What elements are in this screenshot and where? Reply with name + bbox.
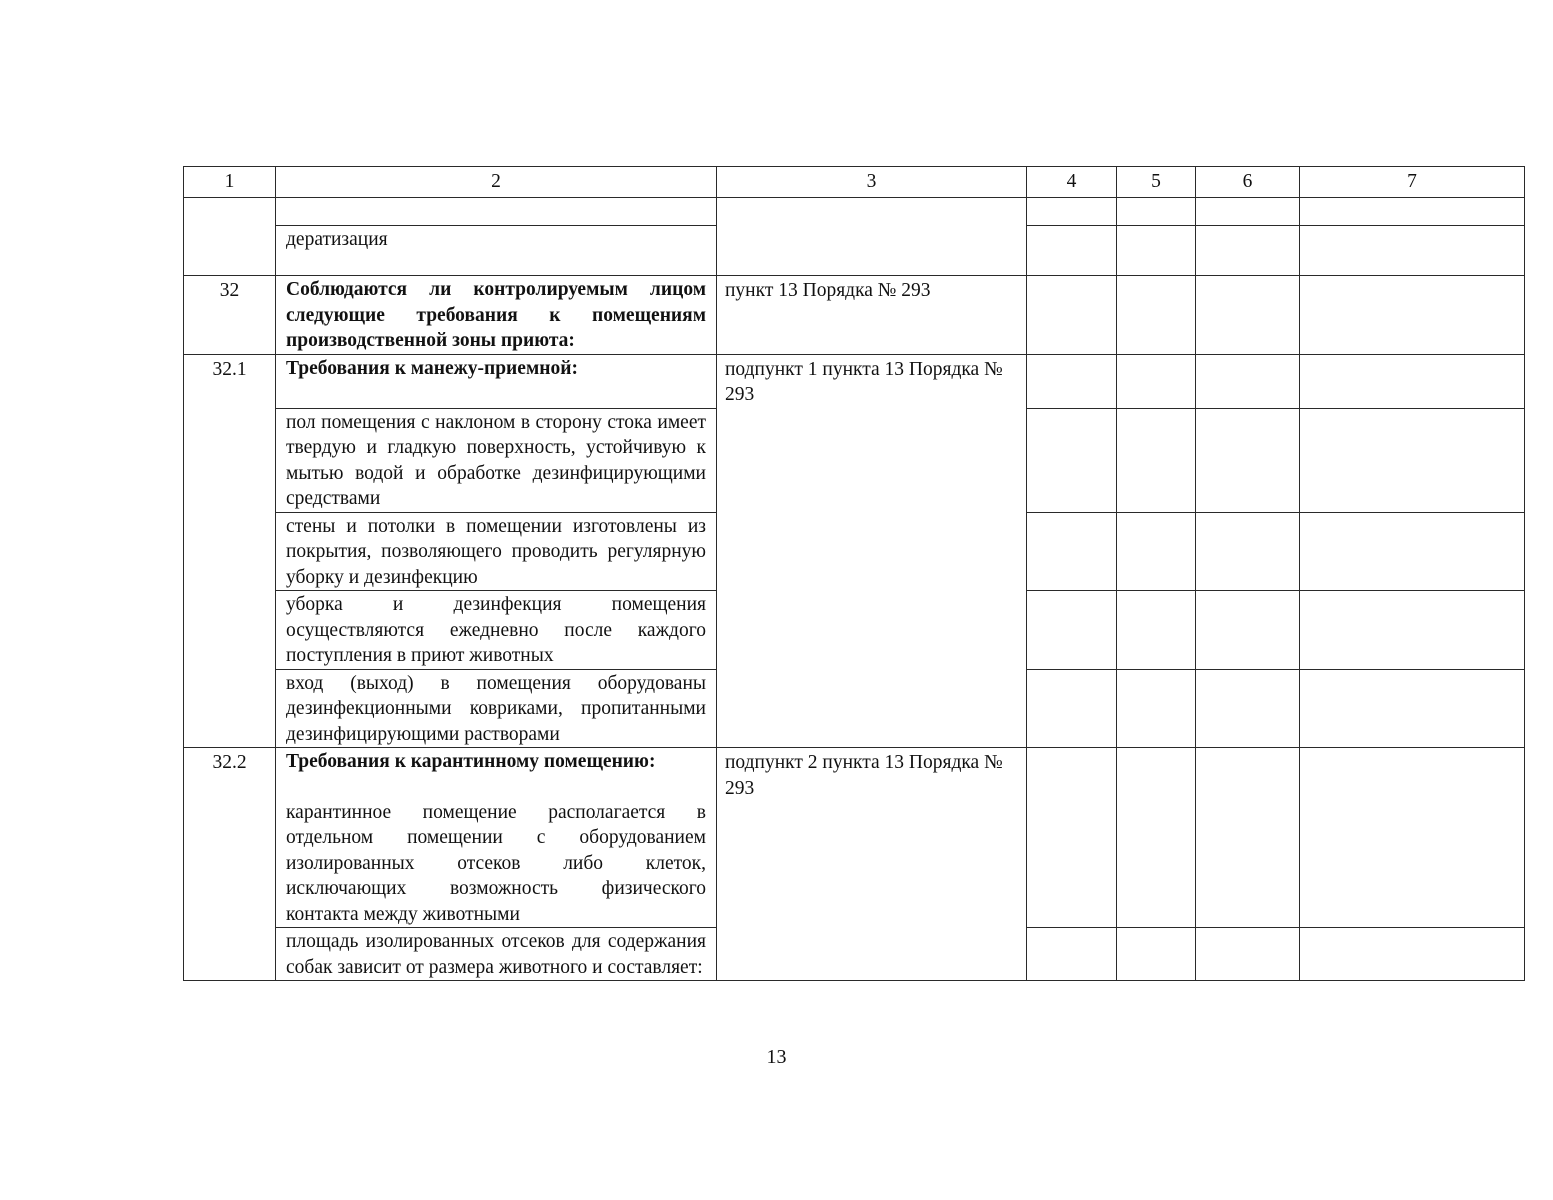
list-item: уборка и дезинфекция помещения осуществляются ежедневно после каждого поступления в приют животных bbox=[276, 591, 717, 670]
item-title: Требования к карантинному помещению: bbox=[286, 751, 656, 772]
header-col-4: 4 bbox=[1027, 167, 1117, 198]
item-number: 32 bbox=[184, 276, 276, 355]
cont-number-cell bbox=[184, 198, 276, 276]
header-col-3: 3 bbox=[717, 167, 1027, 198]
item-number: 32.1 bbox=[184, 354, 276, 748]
list-item: пол помещения с наклоном в сторону стока имеет твердую и гладкую поверхность, устойчивую к мытью водой и обработке дезинфицирующими средствами bbox=[276, 408, 717, 512]
item-text: Соблюдаются ли контролируемым лицом следующие требования к помещениям производственной зоны приюта: bbox=[276, 276, 717, 355]
table-row bbox=[184, 354, 1525, 408]
item-reference: подпункт 1 пункта 13 Порядка № 293 bbox=[717, 354, 1027, 748]
page-number: 13 bbox=[766, 1046, 787, 1068]
table-row bbox=[184, 198, 1525, 226]
header-col-1: 1 bbox=[184, 167, 276, 198]
item-reference: пункт 13 Порядка № 293 bbox=[717, 276, 1027, 355]
header-row bbox=[184, 167, 1525, 198]
list-item: карантинное помещение располагается в отдельном помещении с оборудованием изолированных отсеков либо клеток, исключающих возможность физического контакта между животными bbox=[286, 801, 706, 925]
requirements-table bbox=[183, 166, 1525, 981]
table-row bbox=[184, 748, 1525, 928]
item-title-cell bbox=[276, 748, 717, 928]
item-reference: подпункт 2 пункта 13 Порядка № 293 bbox=[717, 748, 1027, 981]
list-item: площадь изолированных отсеков для содержания собак зависит от размера животного и составляет: bbox=[276, 928, 717, 981]
cont-text-cell: дератизация bbox=[276, 226, 717, 276]
list-item: стены и потолки в помещении изготовлены из покрытия, позволяющего проводить регулярную уборку и дезинфекцию bbox=[276, 512, 717, 591]
header-col-5: 5 bbox=[1117, 167, 1196, 198]
table-row bbox=[184, 276, 1525, 355]
header-col-7: 7 bbox=[1300, 167, 1525, 198]
cont-text-cell-empty bbox=[276, 198, 717, 226]
list-item: вход (выход) в помещения оборудованы дезинфекционными ковриками, пропитанными дезинфицирующими растворами bbox=[276, 669, 717, 748]
cont-reference-cell bbox=[717, 198, 1027, 276]
header-col-6: 6 bbox=[1196, 167, 1300, 198]
item-number: 32.2 bbox=[184, 748, 276, 981]
header-col-2: 2 bbox=[276, 167, 717, 198]
item-title: Требования к манежу-приемной: bbox=[276, 354, 717, 408]
